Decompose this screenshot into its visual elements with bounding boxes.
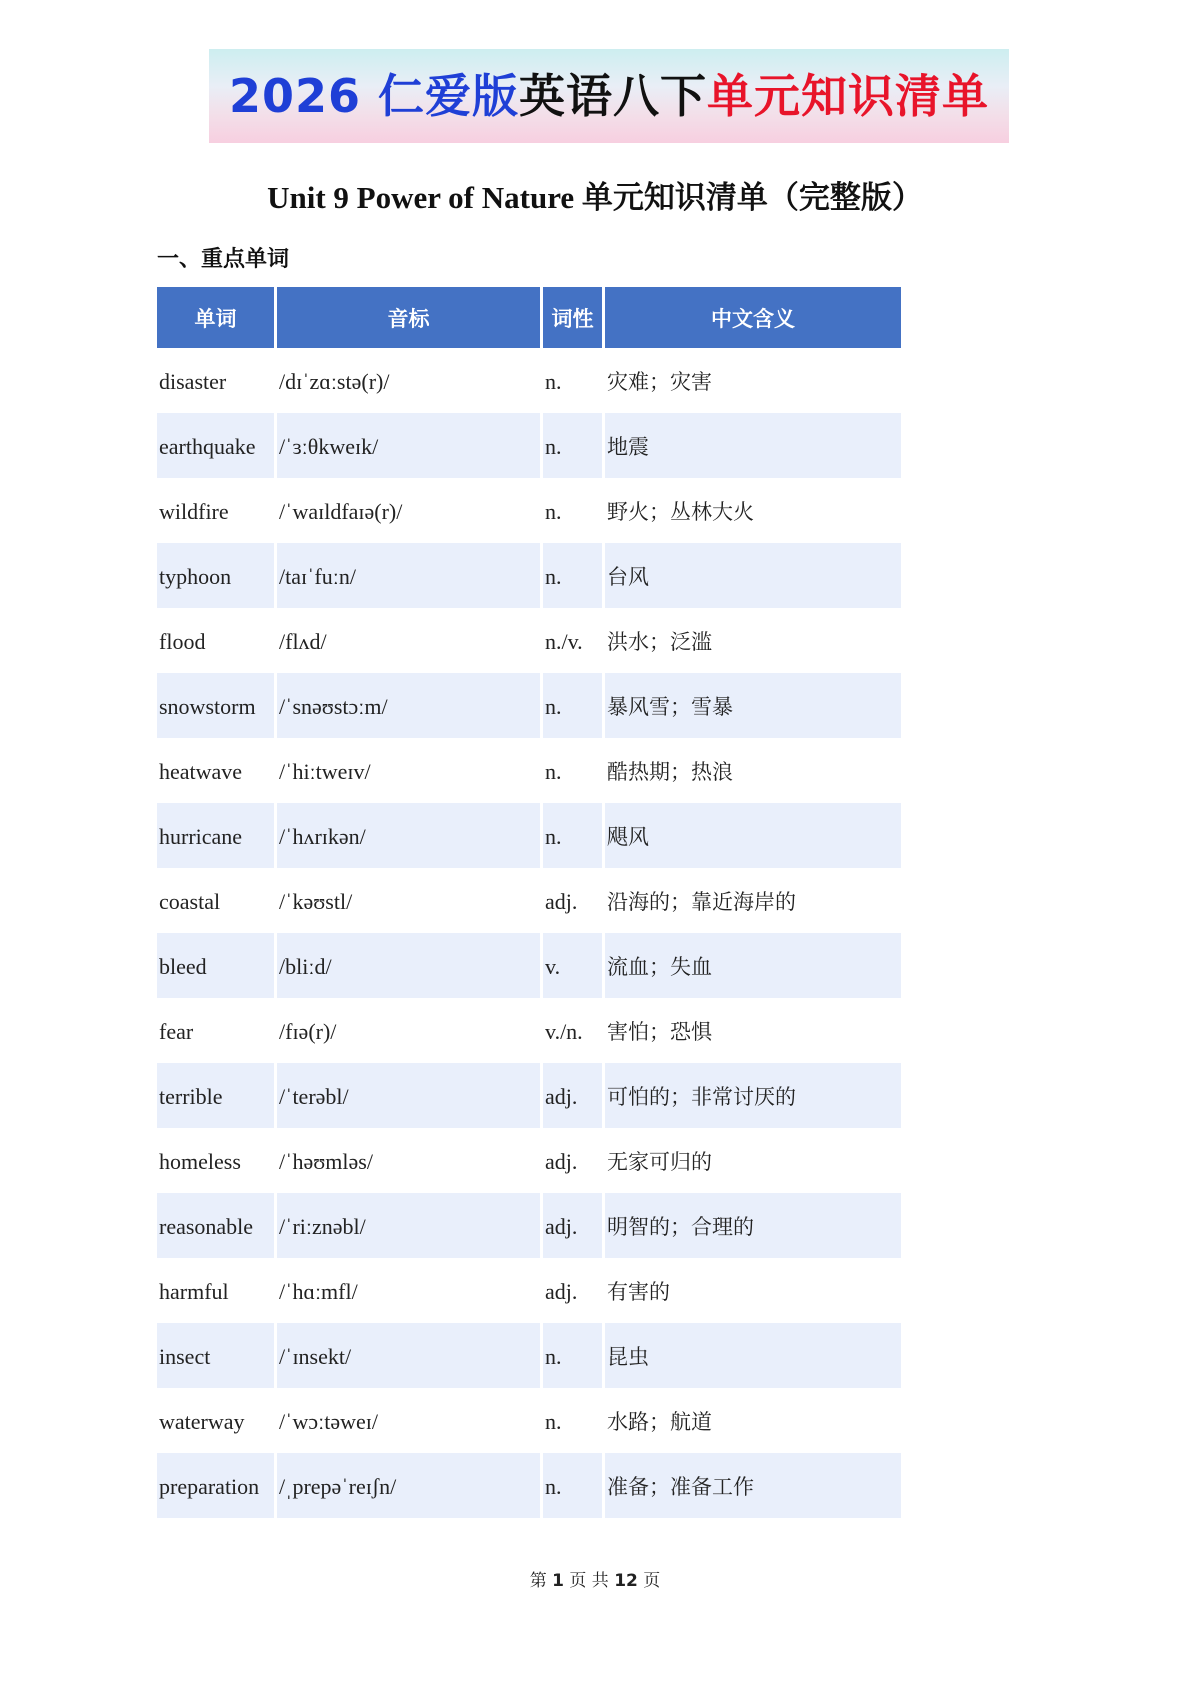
cell-part-of-speech: adj. bbox=[543, 868, 605, 933]
cell-meaning: 准备；准备工作 bbox=[605, 1453, 901, 1518]
cell-meaning: 流血；失血 bbox=[605, 933, 901, 998]
cell-word: reasonable bbox=[157, 1193, 277, 1258]
cell-part-of-speech: n. bbox=[543, 348, 605, 413]
footer-prefix: 第 bbox=[529, 1571, 547, 1591]
cell-phonetic: /ˈsnəʊstɔːm/ bbox=[277, 673, 543, 738]
cell-word: flood bbox=[157, 608, 277, 673]
total-pages: 12 bbox=[614, 1571, 638, 1591]
cell-word: terrible bbox=[157, 1063, 277, 1128]
cell-meaning: 飓风 bbox=[605, 803, 901, 868]
cell-word: disaster bbox=[157, 348, 277, 413]
table-row bbox=[157, 998, 901, 1063]
section-heading: 一、重点单词 bbox=[157, 247, 290, 272]
cell-word: earthquake bbox=[157, 413, 277, 478]
cell-part-of-speech: n./v. bbox=[543, 608, 605, 673]
table-row bbox=[157, 1063, 901, 1128]
cell-part-of-speech: n. bbox=[543, 478, 605, 543]
cell-word: snowstorm bbox=[157, 673, 277, 738]
cell-phonetic: /taɪˈfuːn/ bbox=[277, 543, 543, 608]
table-row bbox=[157, 413, 901, 478]
cell-meaning: 野火；丛林大火 bbox=[607, 499, 754, 524]
cell-phonetic: /bliːd/ bbox=[277, 933, 543, 998]
cell-word: homeless bbox=[157, 1128, 277, 1193]
cell-part-of-speech: v. bbox=[543, 933, 605, 998]
cell-phonetic: /ˈterəbl/ bbox=[277, 1063, 543, 1128]
cell-part-of-speech: adj. bbox=[543, 1193, 605, 1258]
cell-meaning: 地震 bbox=[605, 413, 901, 478]
cell-meaning: 明智的；合理的 bbox=[605, 1193, 901, 1258]
cell-meaning: 有害的 bbox=[607, 1279, 670, 1304]
page-number: 1 bbox=[552, 1571, 564, 1591]
footer-suffix: 页 bbox=[643, 1571, 661, 1591]
cell-word: preparation bbox=[157, 1453, 277, 1518]
cell-meaning: 可怕的；非常讨厌的 bbox=[605, 1063, 901, 1128]
cell-meaning: 无家可归的 bbox=[607, 1149, 712, 1174]
cell-meaning: 沿海的；靠近海岸的 bbox=[607, 889, 796, 914]
document-title: Unit 9 Power of Nature 单元知识清单（完整版） bbox=[267, 180, 923, 215]
cell-word: bleed bbox=[157, 933, 277, 998]
header-phonetic: 音标 bbox=[277, 287, 543, 348]
page-footer bbox=[0, 1566, 1190, 1591]
cell-phonetic: /ˈhiːtweɪv/ bbox=[277, 738, 543, 803]
table-row bbox=[157, 1128, 901, 1193]
footer-middle: 页 共 bbox=[569, 1571, 609, 1591]
cell-part-of-speech: n. bbox=[543, 543, 605, 608]
header-word: 单词 bbox=[157, 287, 277, 348]
cell-part-of-speech: n. bbox=[543, 1453, 605, 1518]
cell-phonetic: /ˈhɑːmfl/ bbox=[277, 1258, 543, 1323]
cell-phonetic: /dɪˈzɑːstə(r)/ bbox=[277, 348, 543, 413]
cell-word: typhoon bbox=[157, 543, 277, 608]
cell-phonetic: /ˈwaɪldfaɪə(r)/ bbox=[277, 478, 543, 543]
table-row bbox=[157, 348, 901, 413]
cell-phonetic: /ˈɪnsekt/ bbox=[277, 1323, 543, 1388]
table-row bbox=[157, 673, 901, 738]
cell-meaning: 台风 bbox=[605, 543, 901, 608]
cell-part-of-speech: v./n. bbox=[543, 998, 605, 1063]
table-row bbox=[157, 1323, 901, 1388]
table-header-row bbox=[157, 287, 901, 348]
cell-meaning: 水路；航道 bbox=[607, 1409, 712, 1434]
header-meaning: 中文含义 bbox=[605, 287, 901, 348]
cell-part-of-speech: n. bbox=[543, 1388, 605, 1453]
table-row bbox=[157, 933, 901, 998]
header-banner bbox=[209, 49, 1009, 143]
cell-phonetic: /ˈɜːθkweɪk/ bbox=[277, 413, 543, 478]
cell-phonetic: /ˈkəʊstl/ bbox=[277, 868, 543, 933]
cell-meaning: 灾难；灾害 bbox=[607, 369, 712, 394]
cell-meaning: 暴风雪；雪暴 bbox=[605, 673, 901, 738]
table-row bbox=[157, 1453, 901, 1518]
banner-list-name: 单元知识清单 bbox=[707, 69, 990, 123]
cell-phonetic: /fɪə(r)/ bbox=[277, 998, 543, 1063]
banner-edition: 2026 仁爱版 bbox=[228, 69, 520, 123]
header-part-of-speech: 词性 bbox=[543, 287, 605, 348]
cell-word: heatwave bbox=[157, 738, 277, 803]
cell-word: waterway bbox=[157, 1388, 277, 1453]
cell-part-of-speech: n. bbox=[543, 673, 605, 738]
cell-part-of-speech: n. bbox=[543, 413, 605, 478]
cell-part-of-speech: n. bbox=[543, 738, 605, 803]
cell-word: insect bbox=[157, 1323, 277, 1388]
table-row bbox=[157, 1193, 901, 1258]
table-row bbox=[157, 478, 901, 543]
cell-part-of-speech: adj. bbox=[543, 1128, 605, 1193]
table-row bbox=[157, 738, 901, 803]
cell-phonetic: /ˈhʌrɪkən/ bbox=[277, 803, 543, 868]
cell-meaning: 害怕；恐惧 bbox=[607, 1019, 712, 1044]
cell-part-of-speech: adj. bbox=[543, 1063, 605, 1128]
cell-meaning: 昆虫 bbox=[605, 1323, 901, 1388]
banner-subject: 英语八下 bbox=[519, 69, 708, 123]
table-row bbox=[157, 608, 901, 673]
table-row bbox=[157, 1388, 901, 1453]
banner-title bbox=[228, 69, 990, 123]
cell-meaning: 洪水；泛滥 bbox=[607, 629, 712, 654]
table-row bbox=[157, 868, 901, 933]
cell-part-of-speech: adj. bbox=[543, 1258, 605, 1323]
vocabulary-table bbox=[157, 287, 901, 1518]
table-row bbox=[157, 1258, 901, 1323]
cell-word: harmful bbox=[157, 1258, 277, 1323]
cell-phonetic: /ˈhəʊmləs/ bbox=[277, 1128, 543, 1193]
cell-word: fear bbox=[157, 998, 277, 1063]
cell-phonetic: /ˈriːznəbl/ bbox=[277, 1193, 543, 1258]
cell-phonetic: /ˌprepəˈreɪʃn/ bbox=[277, 1453, 543, 1518]
cell-meaning: 酷热期；热浪 bbox=[607, 759, 733, 784]
cell-word: wildfire bbox=[157, 478, 277, 543]
table-row bbox=[157, 543, 901, 608]
cell-word: coastal bbox=[157, 868, 277, 933]
table-row bbox=[157, 803, 901, 868]
cell-part-of-speech: n. bbox=[543, 1323, 605, 1388]
cell-word: hurricane bbox=[157, 803, 277, 868]
cell-phonetic: /flʌd/ bbox=[277, 608, 543, 673]
cell-part-of-speech: n. bbox=[543, 803, 605, 868]
cell-phonetic: /ˈwɔːtəweɪ/ bbox=[277, 1388, 543, 1453]
